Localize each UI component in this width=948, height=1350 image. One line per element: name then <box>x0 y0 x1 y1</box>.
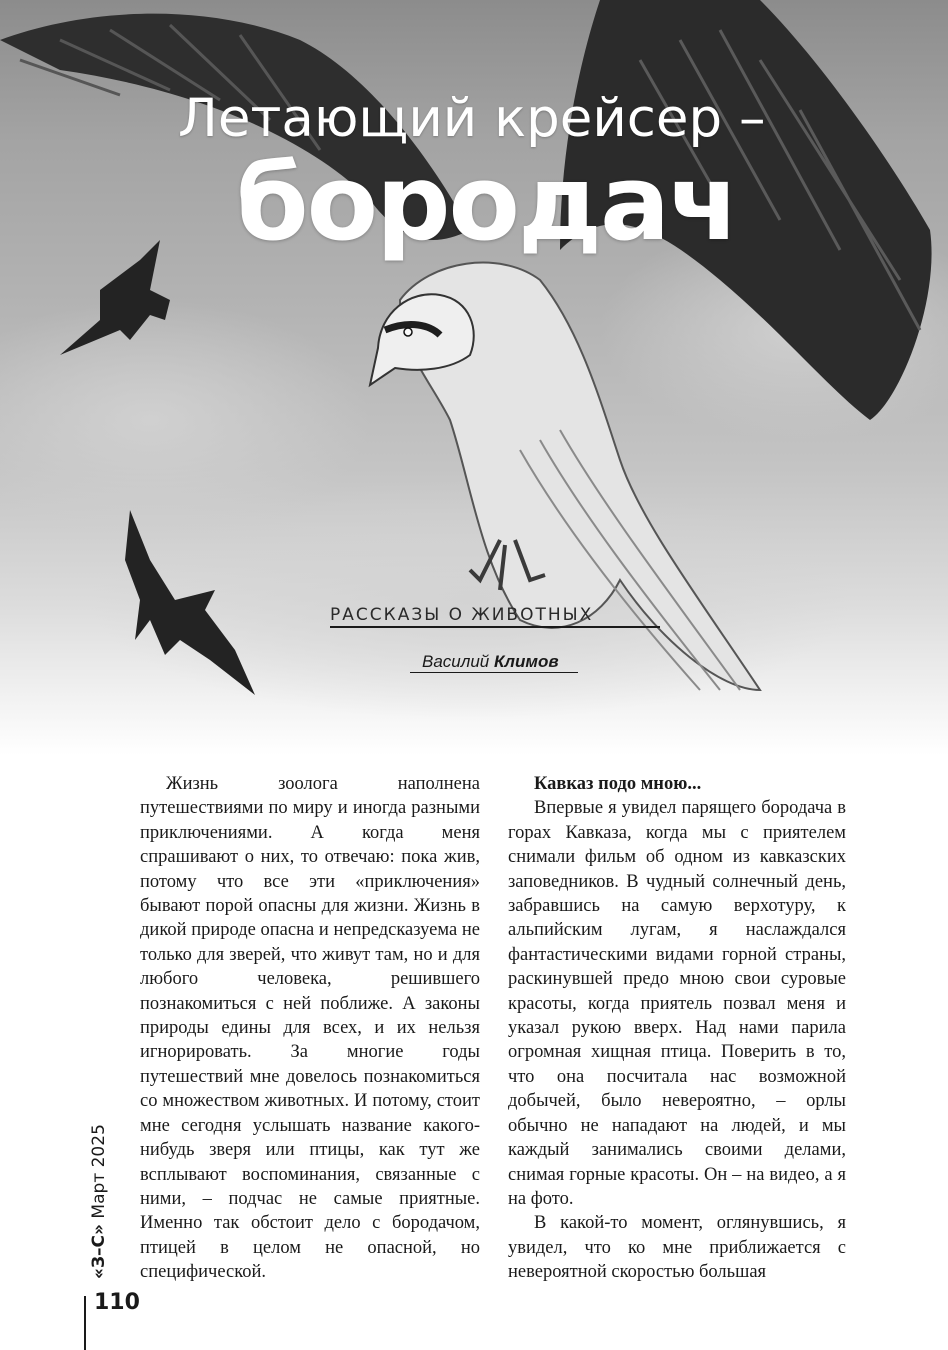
text-column-left <box>140 772 480 1285</box>
paragraph: Жизнь зоолога наполнена путешествиями по миру и иногда разными приключениями. А когда меня спрашивают о них, то отвечаю: пока жив, потому что все эти «приключения» бывают порой опасны для жизни. Жизнь в дикой природе опасна и непредсказуема не только для зверей, что живут там, но и для любого человека, решившего познакомиться с ней поближе. А законы природы едины для всех, и их нельзя игнорировать. За многие годы путешествий мне довелось познакомиться со множеством животных. И потому, стоит мне сегодня услышать название какого-нибудь зверя или птицы, как тут же всплывают воспоминания, связанные с ними, – подчас не самые приятные. Именно так обстоит дело с бородачом, птицей в целом не опасной, но специфической. <box>140 774 480 1283</box>
magazine-name: «З–С» <box>89 1223 109 1279</box>
article-title-line2: бородач <box>236 142 738 264</box>
running-footer <box>84 1100 114 1280</box>
issue-date: Март 2025 <box>89 1124 109 1219</box>
author-byline <box>410 652 578 673</box>
section-subhead: Кавказ подо мною... <box>534 774 702 794</box>
article-title-line1: Летающий крейсер – <box>178 88 766 149</box>
text-column-right <box>508 772 846 1285</box>
paragraph: Впервые я увидел парящего бородача в горах Кавказа, когда мы с приятелем снимали фильм об одном из кавказских заповедников. В чудный солнечный день, забравшись на самую верхотуру, к альпийским лугам, я наслаждался фантастическими видами горной страны, раскинувшей предо мною свои суровые красоты, когда приятель позвал меня и указал рукою вверх. Над нами парила огромная хищная птица. Поверить в то, что она посчитала нас возможной добычей, было невероятно, – орлы обычно не нападают на людей, и мы каждый занимались своими делами, снимая горные красоты. Он – на видео, а я на фото. <box>508 798 846 1209</box>
section-rubric: РАССКАЗЫ О ЖИВОТНЫХ <box>330 605 660 628</box>
footer-rule <box>84 1296 86 1350</box>
page-number: 110 <box>94 1290 140 1315</box>
paragraph: В какой-то момент, оглянувшись, я увидел, что ко мне приближается с невероятной скоростью большая <box>508 1213 846 1283</box>
author-first-name: Василий <box>422 652 490 671</box>
author-last-name: Климов <box>493 652 559 671</box>
